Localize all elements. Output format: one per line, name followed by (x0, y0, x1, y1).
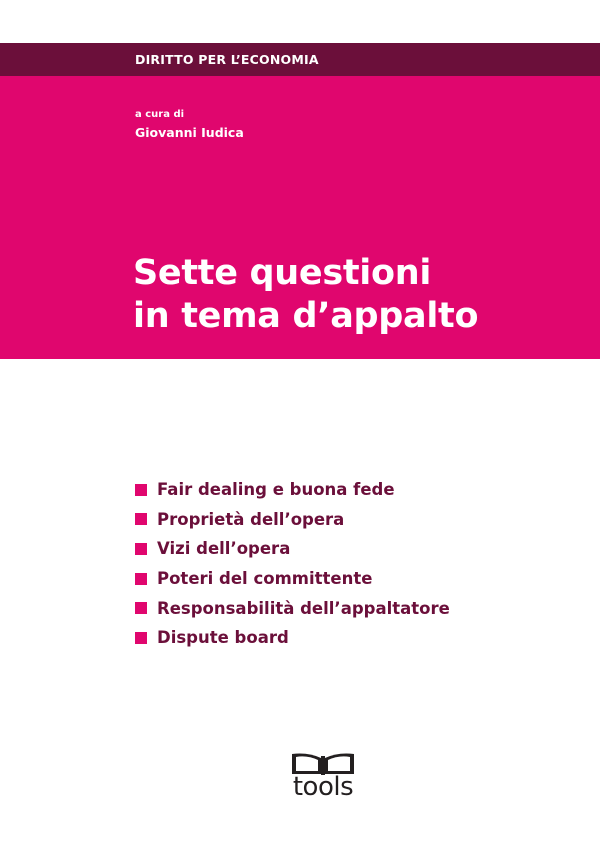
topic-label: Dispute board (157, 628, 289, 648)
topic-item (135, 593, 450, 623)
topic-label: Poteri del committente (157, 569, 373, 589)
series-band (0, 43, 600, 76)
topic-item (135, 623, 450, 653)
square-bullet-icon (135, 513, 147, 525)
title-band (0, 76, 600, 359)
topic-label: Responsabilità dell’appaltatore (157, 598, 450, 618)
topic-item (135, 534, 450, 564)
book-title (133, 252, 478, 338)
publisher-logo-text: tools (292, 772, 354, 802)
title-line-1: Sette questioni (133, 253, 432, 293)
topic-label: Vizi dell’opera (157, 539, 291, 559)
publisher-logo (288, 750, 358, 810)
square-bullet-icon (135, 602, 147, 614)
topic-label: Proprietà dell’opera (157, 509, 345, 529)
topic-item (135, 475, 450, 505)
series-label: DIRITTO PER L’ECONOMIA (135, 52, 319, 67)
square-bullet-icon (135, 484, 147, 496)
topics-list (135, 475, 450, 653)
editor-name: Giovanni Iudica (135, 125, 244, 140)
title-line-2: in tema d’appalto (133, 296, 479, 336)
square-bullet-icon (135, 543, 147, 555)
topic-item (135, 505, 450, 535)
topic-label: Fair dealing e buona fede (157, 480, 395, 500)
topic-item (135, 564, 450, 594)
editor-prefix: a cura di (135, 109, 185, 120)
square-bullet-icon (135, 632, 147, 644)
square-bullet-icon (135, 573, 147, 585)
